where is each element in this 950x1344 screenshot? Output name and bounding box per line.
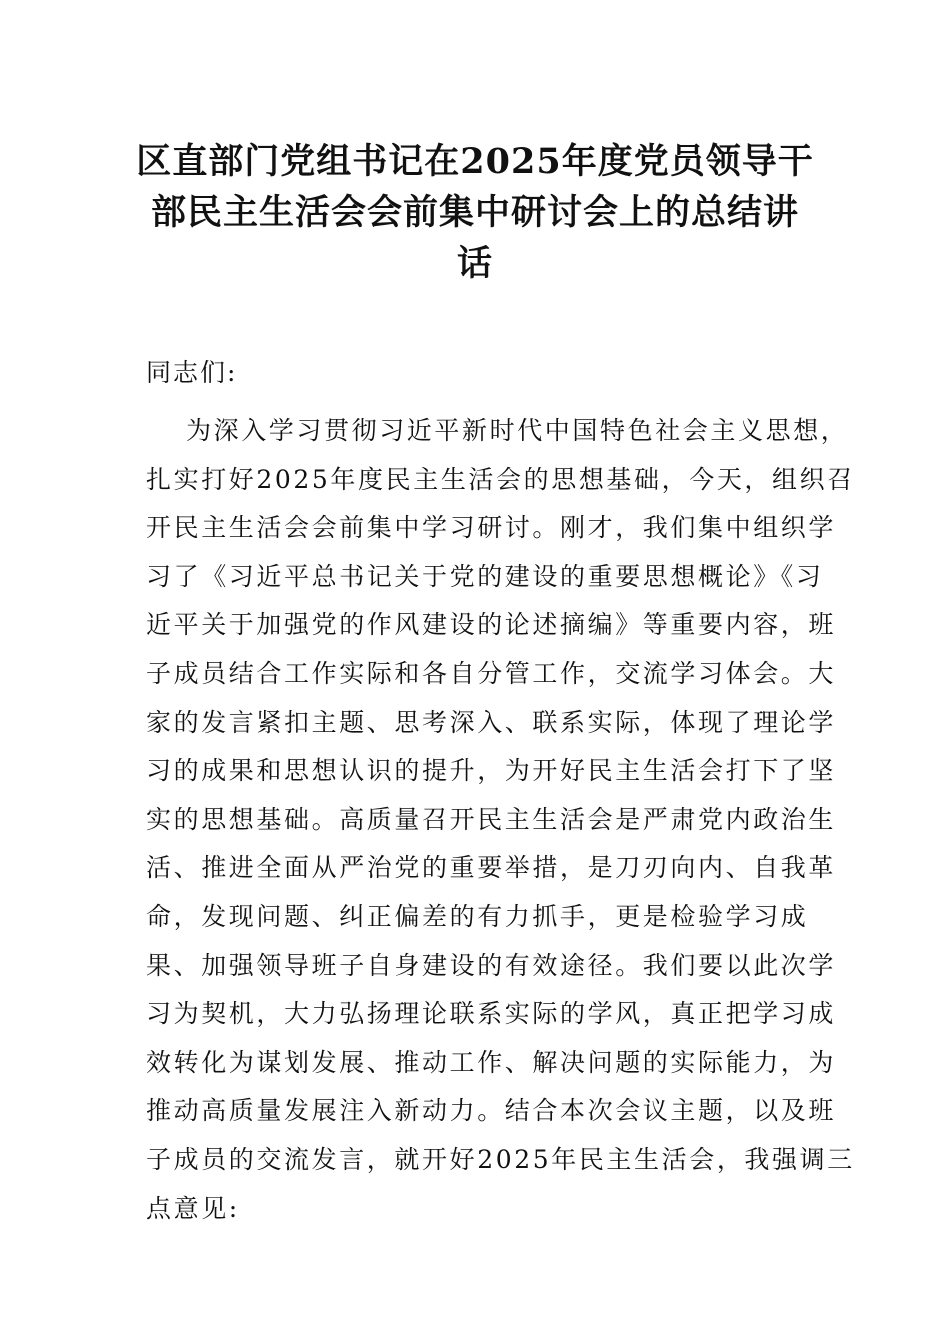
paragraph-line: 果、加强领导班子自身建设的有效途径。我们要以此次学 <box>146 950 837 980</box>
paragraph-line: 点意见: <box>146 1193 240 1223</box>
paragraph-line: 效转化为谋划发展、推动工作、解决问题的实际能力，为 <box>146 1047 837 1077</box>
paragraph-line: 家的发言紧扣主题、思考深入、联系实际，体现了理论学 <box>146 707 837 737</box>
salutation: 同志们: <box>146 358 238 387</box>
paragraph-line: 开民主生活会会前集中学习研讨。刚才，我们集中组织学 <box>146 513 837 543</box>
paragraph-line: 子成员的交流发言，就开好2025年民主生活会，我强调三 <box>146 1144 855 1174</box>
paragraph-line: 为深入学习贯彻习近平新时代中国特色社会主义思想， <box>186 416 849 445</box>
paragraph-line: 扎实打好2025年度民主生活会的思想基础，今天，组织召 <box>146 464 855 494</box>
paragraph-line: 习了《习近平总书记关于党的建设的重要思想概论》《习 <box>146 561 824 591</box>
title-line: 部民主生活会会前集中研讨会上的总结讲 <box>150 192 799 233</box>
body-paragraph <box>146 415 855 1241</box>
paragraph-line: 推动高质量发展注入新动力。结合本次会议主题，以及班 <box>146 1096 837 1126</box>
title-line: 区直部门党组书记在2025年度党员领导干 <box>136 141 814 182</box>
paragraph-line: 命，发现问题、纠正偏差的有力抓手，更是检验学习成 <box>146 901 809 931</box>
paragraph-line: 实的思想基础。高质量召开民主生活会是严肃党内政治生 <box>146 804 837 834</box>
paragraph-line: 近平关于加强党的作风建设的论述摘编》等重要内容，班 <box>146 610 837 640</box>
document-title <box>130 136 820 289</box>
paragraph-line: 习为契机，大力弘扬理论联系实际的学风，真正把学习成 <box>146 999 837 1029</box>
paragraph-line: 习的成果和思想认识的提升，为开好民主生活会打下了坚 <box>146 756 837 786</box>
title-line: 话 <box>456 243 493 284</box>
paragraph-line: 子成员结合工作实际和各自分管工作，交流学习体会。大 <box>146 658 837 688</box>
paragraph-line: 活、推进全面从严治党的重要举措，是刀刃向内、自我革 <box>146 853 837 883</box>
